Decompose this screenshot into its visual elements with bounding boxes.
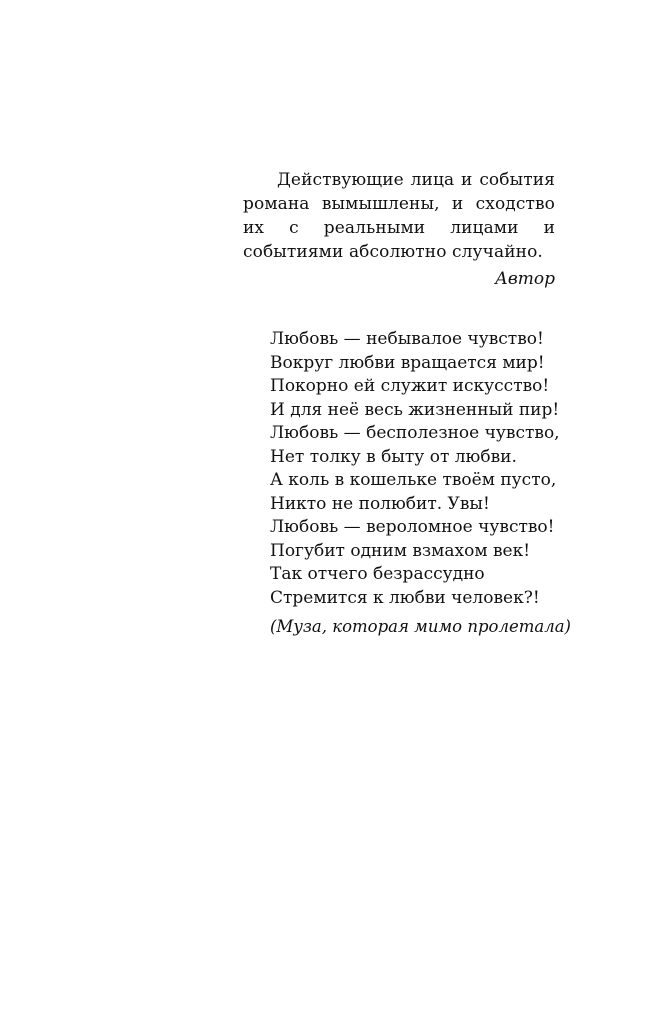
poem-line: Так отчего безрассудно — [270, 564, 485, 584]
poem-line: Любовь — небывалое чувство! — [270, 329, 544, 349]
epigraph-poem — [270, 328, 570, 610]
poem-line: Любовь — вероломное чувство! — [270, 517, 555, 537]
poem-line: Погубит одним взмахом век! — [270, 540, 531, 561]
poem-line: И для неё весь жизненный пир! — [270, 399, 560, 420]
poem-line: Стремится к любви человек?! — [270, 587, 540, 608]
poem-line: Нет толку в быту от любви. — [270, 446, 517, 467]
disclaimer-block — [243, 168, 555, 290]
poem-line: Покорно ей служит искусство! — [270, 376, 550, 396]
disclaimer-text: Действующие лица и события романа вымышлены, и сходство их с реальными лицами и событиями абсолютно случайно. — [243, 170, 555, 262]
poem-line: А коль в кошельке твоём пусто, — [270, 470, 557, 490]
poem-line: Вокруг любви вращается мир! — [270, 352, 545, 373]
poem-line: Любовь — бесполезное чувство, — [270, 423, 560, 443]
poem-line: Никто не полюбит. Увы! — [270, 493, 490, 514]
poem-attribution: (Муза, которая мимо пролетала) — [270, 617, 571, 636]
author-signature: Автор — [494, 269, 555, 289]
